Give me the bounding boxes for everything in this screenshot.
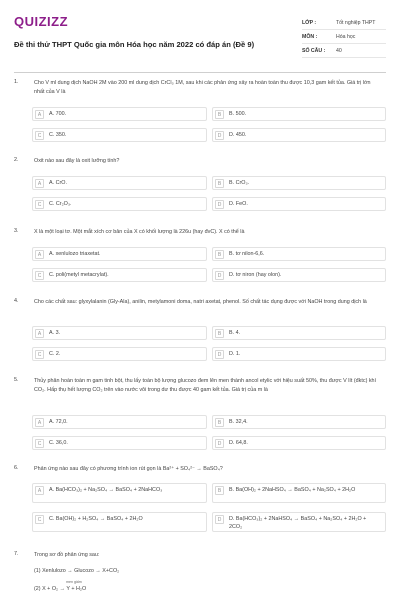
question-number: 2. <box>14 157 19 163</box>
option-b[interactable] <box>212 326 386 340</box>
option-letter: C <box>35 350 44 359</box>
option-text: C. 36,0. <box>49 440 68 446</box>
question-2 <box>14 157 386 219</box>
option-c[interactable] <box>32 436 207 450</box>
reaction-line-1: (1) Xenlulozo → Glucozo → X+CO₂ <box>34 568 120 574</box>
question-4 <box>14 298 386 364</box>
option-text: C. Ba(OH)₂ + H₂SO₄ → BaSO₄ + 2H₂O <box>49 516 143 522</box>
question-number: 7. <box>14 551 19 557</box>
option-letter: B <box>215 250 224 259</box>
question-3 <box>14 228 386 290</box>
question-6 <box>14 465 386 545</box>
question-text: Cho V ml dung dịch NaOH 2M vào 200 ml dung dịch CrCl₃ 1M, sau khi các phản ứng xảy ra hoàn toàn thu được 10,3 gam kết tủa. Giá trị lớn nhất của V là <box>34 80 371 95</box>
option-c[interactable] <box>32 197 207 211</box>
brand-logo: QUIZIZZ <box>14 14 69 29</box>
option-text: B. CrO₃. <box>229 180 250 186</box>
question-text: Trong sơ đồ phản ứng sau: <box>34 552 100 558</box>
option-letter: B <box>215 329 224 338</box>
question-text: Thủy phân hoàn toàn m gam tinh bột, thu lấy toàn bộ lượng glucozo đem lên men thành ancol etylic với hiệu suất 50%, thu được V lít (đktc) khí CO₂. Hấp thụ hết lượng CO₂ trên vào nước vôi trong dư thu được 40 gam kết tủa. Giá trị của m là <box>34 378 377 393</box>
option-c[interactable] <box>32 128 207 142</box>
option-text: B. 32,4. <box>229 419 248 425</box>
option-d[interactable] <box>212 436 386 450</box>
option-letter: A <box>35 329 44 338</box>
arrow-label: men giấm <box>66 580 82 584</box>
option-d[interactable] <box>212 197 386 211</box>
option-text: A. 700. <box>49 111 67 117</box>
option-letter: D <box>215 350 224 359</box>
option-text: B. 500. <box>229 111 247 117</box>
option-a[interactable] <box>32 247 207 261</box>
option-letter: B <box>215 418 224 427</box>
socau-label: SỐ CÂU : <box>302 47 326 54</box>
question-number: 3. <box>14 228 19 234</box>
option-text: C. Cr₂O₃. <box>49 201 72 207</box>
option-c[interactable] <box>32 512 207 532</box>
header <box>14 10 386 60</box>
question-number: 1. <box>14 79 19 85</box>
socau-value: 40 <box>336 47 342 54</box>
option-letter: B <box>215 110 224 119</box>
option-b[interactable] <box>212 107 386 121</box>
option-a[interactable] <box>32 326 207 340</box>
option-letter: A <box>35 486 44 495</box>
option-d[interactable] <box>212 347 386 361</box>
option-text: B. 4. <box>229 330 241 336</box>
option-letter: A <box>35 179 44 188</box>
option-letter: A <box>35 418 44 427</box>
option-d[interactable] <box>212 128 386 142</box>
option-text: D. 450. <box>229 132 247 138</box>
option-text: B. Ba(OH)₂ + 2NaHSO₄ → BaSO₄ + Na₂SO₄ + 2H₂O <box>229 487 356 493</box>
question-text: Cho các chất sau: glyxylalanin (Gly-Ala), anilin, metylamoni doma, natri axetat, phenol. Số chất tác dụng được với NaOH trong dung dịch là <box>34 299 367 305</box>
reaction-line-2: (2) X + O₂ → Y + H₂O <box>34 586 87 592</box>
option-text: B. tơ nilon-6,6. <box>229 251 265 257</box>
option-letter: D <box>215 439 224 448</box>
option-letter: D <box>215 200 224 209</box>
option-text: A. 3. <box>49 330 61 336</box>
option-text: D. Ba(HCO₃)₂ + 2NaHSO₄ → BaSO₄ + Na₂SO₄ + 2H₂O + 2CO₂ <box>229 516 367 530</box>
option-text: C. 2. <box>49 351 61 357</box>
option-text: D. tơ niron (hay olon). <box>229 272 282 278</box>
lop-value: Tốt nghiệp THPT <box>336 19 376 26</box>
option-a[interactable] <box>32 107 207 121</box>
question-5 <box>14 377 386 453</box>
option-a[interactable] <box>32 483 207 503</box>
option-text: C. 350. <box>49 132 67 138</box>
lop-label: LỚP : <box>302 19 317 26</box>
option-a[interactable] <box>32 176 207 190</box>
question-text: Phản ứng nào sau đây có phương trình ion rút gọn là Ba²⁺ + SO₄²⁻ → BaSO₄? <box>34 466 223 472</box>
question-number: 6. <box>14 465 19 471</box>
option-text: A. 72,0. <box>49 419 68 425</box>
option-text: A. Ba(HCO₃)₂ + Na₂SO₄ → BaSO₄ + 2NaHCO₃ <box>49 487 163 493</box>
mon-label: MÔN : <box>302 33 318 40</box>
option-text: A. xenlulozo triaxetat. <box>49 251 101 257</box>
question-text: X là một loại tơ. Một mắt xích cơ bản của X có khối lượng là 226u (hay đvC). X có thể là <box>34 229 245 235</box>
option-letter: D <box>215 271 224 280</box>
option-letter: D <box>215 515 224 524</box>
question-7 <box>14 551 386 596</box>
option-text: A. CrO. <box>49 180 67 186</box>
option-letter: C <box>35 271 44 280</box>
option-letter: C <box>35 131 44 140</box>
option-letter: C <box>35 515 44 524</box>
option-letter: B <box>215 486 224 495</box>
header-divider <box>14 72 386 73</box>
option-c[interactable] <box>32 347 207 361</box>
option-letter: A <box>35 110 44 119</box>
option-d[interactable] <box>212 512 386 532</box>
option-c[interactable] <box>32 268 207 282</box>
option-text: D. FeO. <box>229 201 248 207</box>
option-letter: C <box>35 439 44 448</box>
option-text: D. 64,8. <box>229 440 248 446</box>
option-b[interactable] <box>212 415 386 429</box>
option-b[interactable] <box>212 247 386 261</box>
option-letter: A <box>35 250 44 259</box>
question-number: 4. <box>14 298 19 304</box>
option-text: D. 1. <box>229 351 241 357</box>
meta-table <box>302 16 386 58</box>
mon-value: Hóa học <box>336 33 356 40</box>
option-text: C. poli(metyl metacrylat). <box>49 272 109 278</box>
option-letter: D <box>215 131 224 140</box>
option-d[interactable] <box>212 268 386 282</box>
option-letter: B <box>215 179 224 188</box>
question-1 <box>14 79 386 145</box>
option-b[interactable] <box>212 176 386 190</box>
page-title: Đề thi thử THPT Quốc gia môn Hóa học năm 2022 có đáp án (Đề 9) <box>14 40 255 49</box>
option-a[interactable] <box>32 415 207 429</box>
option-letter: C <box>35 200 44 209</box>
question-number: 5. <box>14 377 19 383</box>
question-text: Oxit nào sau đây là oxit lưỡng tính? <box>34 158 120 164</box>
option-b[interactable] <box>212 483 386 503</box>
